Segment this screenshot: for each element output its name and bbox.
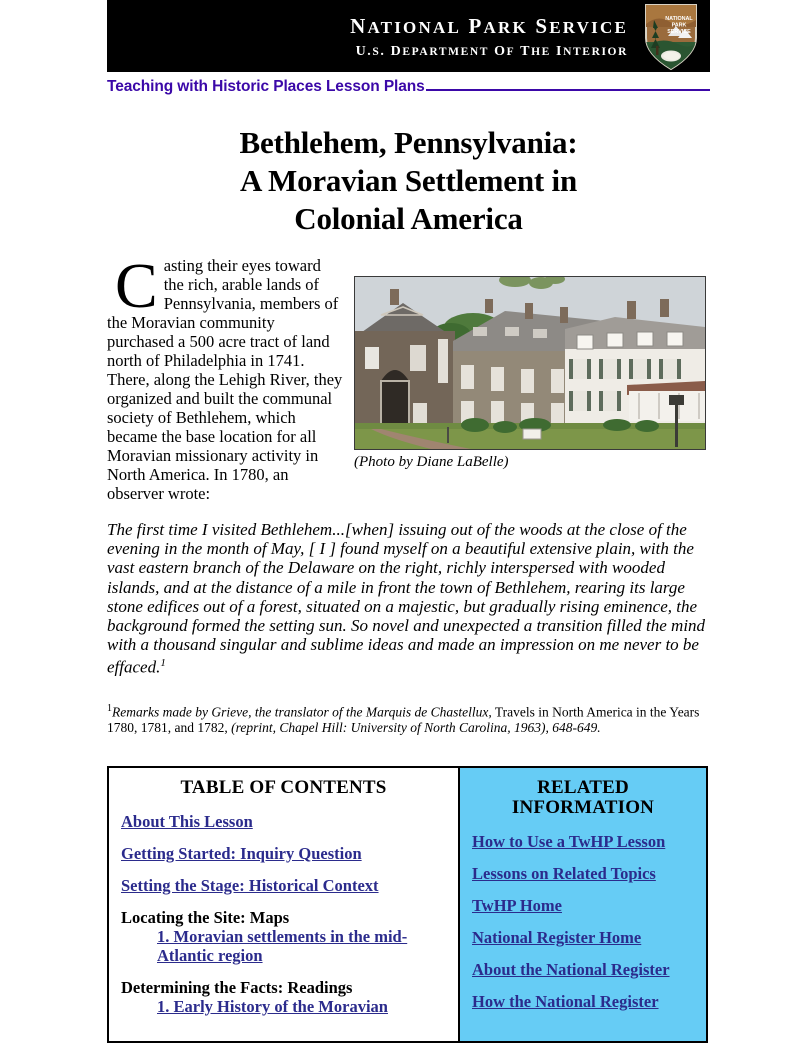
page-title-line-3: Colonial America — [294, 201, 523, 236]
related-link-about-the-national-register[interactable]: About the National Register — [472, 959, 670, 979]
table-of-contents-panel — [107, 766, 459, 1043]
drop-cap: C — [115, 250, 158, 321]
article-content — [107, 250, 710, 1043]
related-link-how-to-use-twhp-lesson[interactable]: How to Use a TwHP Lesson — [472, 831, 666, 851]
navigation-panels — [107, 766, 708, 1043]
moravian-buildings-photo — [354, 276, 706, 450]
page-title-line-2: A Moravian Settlement in — [239, 163, 578, 198]
nps-arrowhead-icon — [638, 2, 704, 72]
footnote-marker: 1 — [107, 703, 112, 715]
related-heading-line-2: INFORMATION — [511, 796, 655, 818]
photo-figure — [354, 276, 708, 471]
agency-department: U.S. DEPARTMENT OF THE INTERIOR — [355, 44, 628, 59]
arrowhead-text-park: PARK — [671, 22, 687, 29]
arrowhead-text-service: SERVICE — [667, 29, 691, 35]
historical-quote — [107, 520, 710, 677]
agency-name: NATIONAL PARK SERVICE — [350, 14, 628, 38]
toc-heading: TABLE OF CONTENTS — [180, 776, 387, 798]
arrowhead-text-national: NATIONAL — [665, 16, 693, 22]
intro-paragraph-text: asting their eyes toward the rich, arable lands of Pennsylvania, members of the Moravian community purchased a 500 acre tract of land north of Philadelphia in 1741. There, along the Lehigh River, they organized and built the communal society of Bethlehem, which became the base location for all Moravian missionary activity in North America. In 1780, an observer wrote: — [107, 256, 343, 503]
related-link-lessons-on-related-topics[interactable]: Lessons on Related Topics — [472, 863, 656, 883]
toc-link-getting-started[interactable]: Getting Started: Inquiry Question — [121, 843, 362, 863]
toc-sub-link-early-history-moravian[interactable]: 1. Early History of the Moravian — [157, 996, 388, 1016]
quote-footnote-marker[interactable]: 1 — [160, 657, 166, 670]
program-label: Teaching with Historic Places Lesson Plans — [107, 78, 425, 95]
related-link-twhp-home[interactable]: TwHP Home — [472, 895, 562, 915]
toc-link-setting-the-stage[interactable]: Setting the Stage: Historical Context — [121, 875, 379, 895]
historical-quote-text: The first time I visited Bethlehem...[when] issuing out of the woods at the close of the evening in the month of May, [ I ] found myself on a beautiful extensive plain, with the vast eastern branch of the Delaware on the right, richly interspersed with wooded islands, and at the distance of a mile in front the town of Bethlehem, rearing its large stone edifices out of a forest, situated on a majestic, but gradually rising eminence, the background formed the setting sun. So novel and unexpected a transition filled the mind with a thousand singular and sublime ideas and made an impression on me never to be effaced. — [107, 520, 706, 678]
toc-sub-list-readings — [143, 997, 446, 1016]
toc-link-about-this-lesson[interactable]: About This Lesson — [121, 811, 253, 831]
footnote-part-1: Remarks made by Grieve, the translator of the Marquis de Chastellux, — [112, 704, 492, 720]
header-divider — [426, 89, 710, 91]
program-label-row — [107, 76, 710, 98]
related-heading-line-1: RELATED — [537, 776, 629, 798]
toc-group-determining-the-facts — [121, 978, 446, 1016]
toc-group-title-readings: Determining the Facts: Readings — [121, 977, 353, 997]
toc-group-locating-the-site — [121, 908, 446, 965]
nps-banner-text — [350, 14, 628, 61]
related-information-panel — [459, 766, 708, 1043]
related-heading — [472, 778, 694, 818]
photo-caption: (Photo by Diane LaBelle) — [354, 454, 509, 470]
toc-sub-link-moravian-settlements-map[interactable]: 1. Moravian settlements in the mid-Atlantic region — [157, 926, 408, 965]
page-title — [107, 124, 710, 238]
footnote-part-2: Travels in North America in the Years 1780, 1781, and 1782, — [107, 704, 700, 736]
nps-banner — [107, 0, 710, 72]
footnote — [107, 701, 710, 736]
toc-sub-list-maps — [143, 927, 446, 965]
toc-group-title-maps: Locating the Site: Maps — [121, 907, 290, 927]
related-link-national-register-home[interactable]: National Register Home — [472, 927, 642, 947]
page-title-line-1: Bethlehem, Pennsylvania: — [239, 125, 578, 160]
footnote-part-3: (reprint, Chapel Hill: University of North Carolina, 1963), 648-649. — [231, 720, 601, 736]
related-link-how-the-national-register[interactable]: How the National Register — [472, 991, 659, 1011]
